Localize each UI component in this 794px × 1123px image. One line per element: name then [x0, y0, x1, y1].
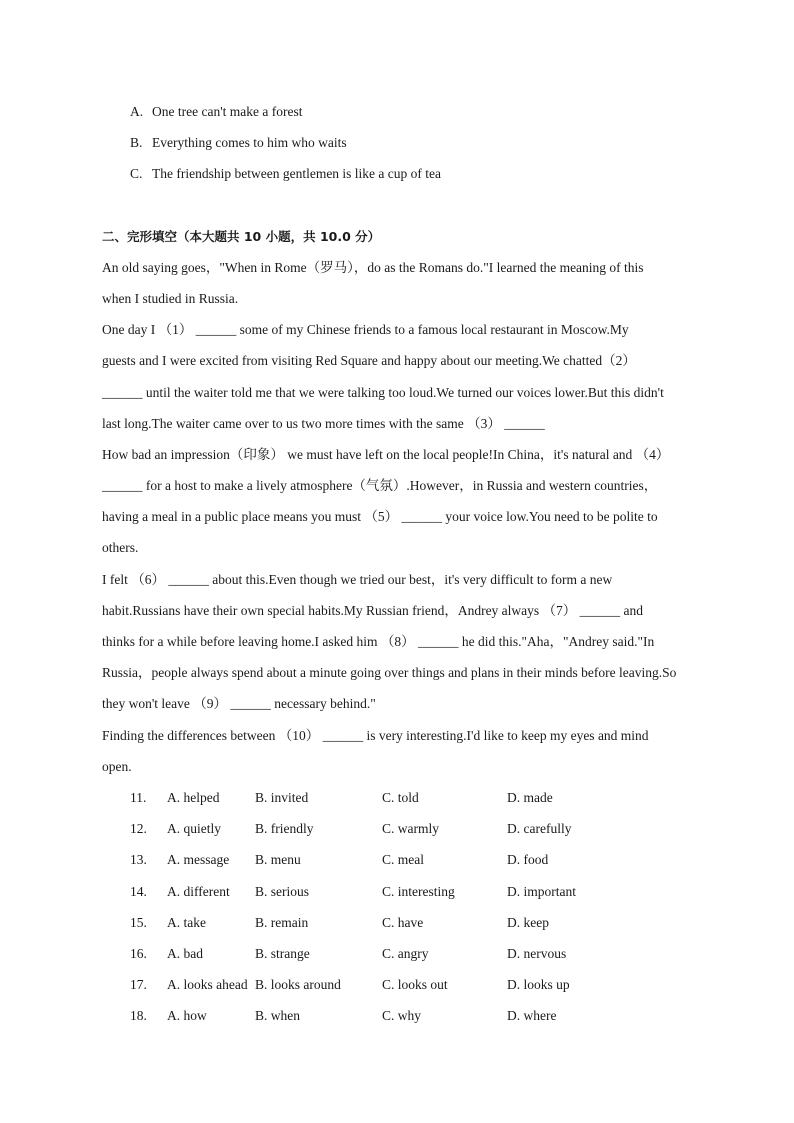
option-text: One tree can't make a forest	[152, 104, 303, 119]
passage-line: How bad an impression（印象） we must have left on the local people!In China，it's natural and （4）	[102, 447, 670, 462]
option-letter: B.	[130, 135, 143, 150]
question-row	[130, 976, 730, 994]
choice-d: D. nervous	[507, 946, 567, 961]
choice-d: D. where	[507, 1008, 557, 1023]
passage-line: guests and I were excited from visiting Red Square and happy about our meeting.We chatted（2）	[102, 353, 636, 368]
passage-line: having a meal in a public place means you must （5） ______ your voice low.You need to be polite to	[102, 509, 658, 524]
option-letter: C.	[130, 166, 143, 181]
choice-c: C. warmly	[382, 821, 439, 836]
choice-d: D. food	[507, 852, 549, 867]
question-row	[130, 789, 730, 807]
choice-a: A. quietly	[167, 821, 221, 836]
choice-a: A. how	[167, 1008, 207, 1023]
choice-b: B. serious	[255, 884, 309, 899]
prev-option-a	[130, 103, 302, 121]
question-number: 18.	[130, 1008, 147, 1023]
passage-line: habit.Russians have their own special habits.My Russian friend，Andrey always （7） ______ and	[102, 603, 644, 618]
passage-line: others.	[102, 540, 139, 555]
question-row	[130, 945, 730, 963]
passage-line: last long.The waiter came over to us two more times with the same （3） ______	[102, 416, 545, 431]
question-row	[130, 914, 730, 932]
choice-b: B. menu	[255, 852, 301, 867]
passage-line: Russia，people always spend about a minute going over things and plans in their minds before leaving.So	[102, 665, 677, 680]
prev-option-b	[130, 134, 347, 152]
choice-b: B. invited	[255, 790, 309, 805]
choice-d: D. made	[507, 790, 553, 805]
choice-c: C. meal	[382, 852, 424, 867]
question-number: 17.	[130, 977, 147, 992]
prev-option-c	[130, 165, 441, 183]
choice-a: A. helped	[167, 790, 220, 805]
option-text: Everything comes to him who waits	[152, 135, 347, 150]
section-heading: 二、完形填空（本大题共 10 小题，共 10.0 分）	[102, 229, 381, 244]
question-row	[130, 851, 730, 869]
choice-a: A. different	[167, 884, 230, 899]
passage-line: An old saying goes，"When in Rome（罗马），do as the Romans do."I learned the meaning of this	[102, 260, 644, 275]
choice-d: D. carefully	[507, 821, 572, 836]
option-text: The friendship between gentlemen is like a cup of tea	[152, 166, 442, 181]
choice-d: D. looks up	[507, 977, 570, 992]
passage-line: they won't leave （9） ______ necessary behind."	[102, 696, 376, 711]
choice-b: B. when	[255, 1008, 300, 1023]
choice-a: A. message	[167, 852, 230, 867]
question-number: 12.	[130, 821, 147, 836]
passage-line: Finding the differences between （10） ______ is very interesting.I'd like to keep my eyes and mind	[102, 728, 649, 743]
choice-c: C. have	[382, 915, 424, 930]
choice-a: A. bad	[167, 946, 203, 961]
question-row	[130, 820, 730, 838]
passage-line: open.	[102, 759, 132, 774]
question-row	[130, 1007, 730, 1025]
choice-a: A. take	[167, 915, 206, 930]
choice-b: B. friendly	[255, 821, 314, 836]
choice-c: C. interesting	[382, 884, 455, 899]
question-number: 15.	[130, 915, 147, 930]
choice-c: C. why	[382, 1008, 422, 1023]
passage-line: ______ for a host to make a lively atmosphere（气氛）.However，in Russia and western countries，	[102, 478, 658, 493]
question-number: 11.	[130, 790, 147, 805]
option-letter: A.	[130, 104, 144, 119]
choice-a: A. looks ahead	[167, 977, 248, 992]
choice-c: C. told	[382, 790, 419, 805]
question-number: 16.	[130, 946, 147, 961]
passage-line: thinks for a while before leaving home.I asked him （8） ______ he did this."Aha，"Andrey said."In	[102, 634, 655, 649]
choice-c: C. looks out	[382, 977, 448, 992]
passage-line: ______ until the waiter told me that we were talking too loud.We turned our voices lower.But this didn't	[102, 385, 664, 400]
choice-d: D. keep	[507, 915, 549, 930]
choice-b: B. strange	[255, 946, 310, 961]
choice-b: B. looks around	[255, 977, 341, 992]
question-number: 14.	[130, 884, 147, 899]
question-number: 13.	[130, 852, 147, 867]
choice-d: D. important	[507, 884, 576, 899]
choice-c: C. angry	[382, 946, 429, 961]
passage-line: One day I （1） ______ some of my Chinese friends to a famous local restaurant in Moscow.My	[102, 322, 629, 337]
passage-line: I felt （6） ______ about this.Even though we tried our best，it's very difficult to form a new	[102, 572, 613, 587]
passage-line: when I studied in Russia.	[102, 291, 239, 306]
question-row	[130, 883, 730, 901]
choice-b: B. remain	[255, 915, 309, 930]
